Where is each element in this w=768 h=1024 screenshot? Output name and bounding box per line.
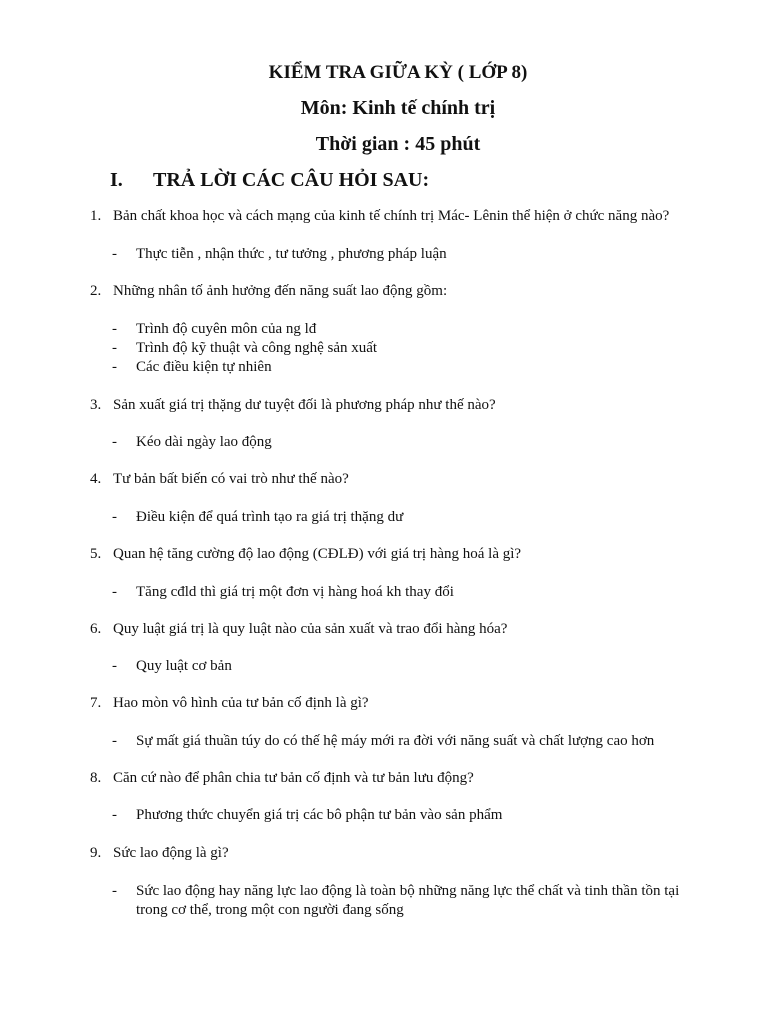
- answer-bullet: -: [112, 807, 117, 823]
- answer-text: Tăng cđld thì giá trị một đơn vị hàng hoá kh thay đổi: [136, 584, 454, 600]
- question-text: Quan hệ tăng cường độ lao động (CĐLĐ) với giá trị hàng hoá là gì?: [113, 546, 522, 562]
- question-2: [90, 282, 730, 301]
- answer-7-1: [112, 732, 732, 751]
- exam-title: KIỂM TRA GIỮA KỲ ( LỚP 8): [268, 62, 528, 83]
- question-text: Tư bản bất biến có vai trò như thế nào?: [113, 471, 349, 487]
- answer-text: Các điều kiện tự nhiên: [136, 359, 272, 375]
- question-3: [90, 396, 730, 415]
- section-heading: [110, 168, 429, 192]
- question-number: 6.: [90, 621, 102, 637]
- answer-bullet: -: [112, 733, 117, 749]
- answer-5-1: [112, 583, 732, 602]
- answer-text: Quy luật cơ bản: [136, 658, 232, 674]
- question-number: 8.: [90, 770, 102, 786]
- question-6: [90, 620, 730, 639]
- answer-text: Trình độ kỹ thuật và công nghệ sản xuất: [136, 340, 378, 356]
- question-9: [90, 844, 730, 863]
- answer-bullet: -: [112, 584, 117, 600]
- answer-bullet: -: [112, 246, 117, 262]
- question-number: 3.: [90, 397, 102, 413]
- answer-bullet: -: [112, 321, 117, 337]
- answer-9-1: [112, 882, 687, 920]
- question-text: Hao mòn vô hình của tư bản cố định là gì?: [113, 695, 369, 711]
- question-number: 4.: [90, 471, 102, 487]
- question-text: Sức lao động là gì?: [113, 845, 229, 861]
- answer-2-1: [112, 320, 732, 339]
- question-4: [90, 470, 730, 489]
- answer-text: Kéo dài ngày lao động: [136, 434, 272, 450]
- answer-bullet: -: [112, 509, 117, 525]
- answer-bullet: -: [112, 340, 117, 356]
- exam-duration: Thời gian : 45 phút: [315, 133, 481, 155]
- question-number: 9.: [90, 845, 102, 861]
- exam-subject: Môn: Kinh tế chính trị: [300, 97, 496, 119]
- answer-text: Sự mất giá thuần túy do có thế hệ máy mới ra đời với năng suất và chất lượng cao hơn: [136, 733, 655, 749]
- question-number: 1.: [90, 208, 102, 224]
- section-title: TRẢ LỜI CÁC CÂU HỎI SAU:: [153, 169, 430, 191]
- question-7: [90, 694, 730, 713]
- answer-bullet: -: [112, 883, 117, 899]
- section-number: I.: [110, 169, 123, 191]
- answer-6-1: [112, 657, 732, 676]
- answer-text: Phương thức chuyển giá trị các bô phận tư bản vào sản phẩm: [136, 807, 503, 823]
- answer-text: Thực tiễn , nhận thức , tư tưởng , phương pháp luận: [136, 246, 447, 262]
- answer-bullet: -: [112, 359, 117, 375]
- answer-2-3: [112, 358, 732, 377]
- answer-8-1: [112, 806, 732, 825]
- answer-text: Sức lao động hay năng lực lao động là toàn bộ những năng lực thể chất và tinh thần tồn tại trong cơ thể, trong một con người đang sống: [136, 883, 680, 918]
- question-5: [90, 545, 730, 564]
- answer-text: Trình độ cuyên môn của ng lđ: [136, 321, 317, 337]
- question-number: 5.: [90, 546, 102, 562]
- answer-2-2: [112, 339, 732, 358]
- answer-4-1: [112, 508, 732, 527]
- question-text: Căn cứ nào để phân chia tư bản cố định và tư bản lưu động?: [113, 770, 474, 786]
- question-8: [90, 769, 730, 788]
- answer-bullet: -: [112, 434, 117, 450]
- question-1: [90, 207, 730, 226]
- question-text: Những nhân tố ảnh hưởng đến năng suất lao động gồm:: [113, 283, 448, 299]
- question-number: 2.: [90, 283, 102, 299]
- answer-text: Điều kiện để quá trình tạo ra giá trị thặng dư: [136, 509, 404, 525]
- question-number: 7.: [90, 695, 102, 711]
- answer-bullet: -: [112, 658, 117, 674]
- answer-1-1: [112, 245, 732, 264]
- question-text: Bản chất khoa học và cách mạng của kinh tế chính trị Mác- Lênin thể hiện ở chức năng nào?: [113, 208, 670, 224]
- question-text: Sản xuất giá trị thặng dư tuyệt đối là phương pháp như thế nào?: [113, 397, 496, 413]
- question-text: Quy luật giá trị là quy luật nào của sản xuất và trao đổi hàng hóa?: [113, 621, 508, 637]
- answer-3-1: [112, 433, 732, 452]
